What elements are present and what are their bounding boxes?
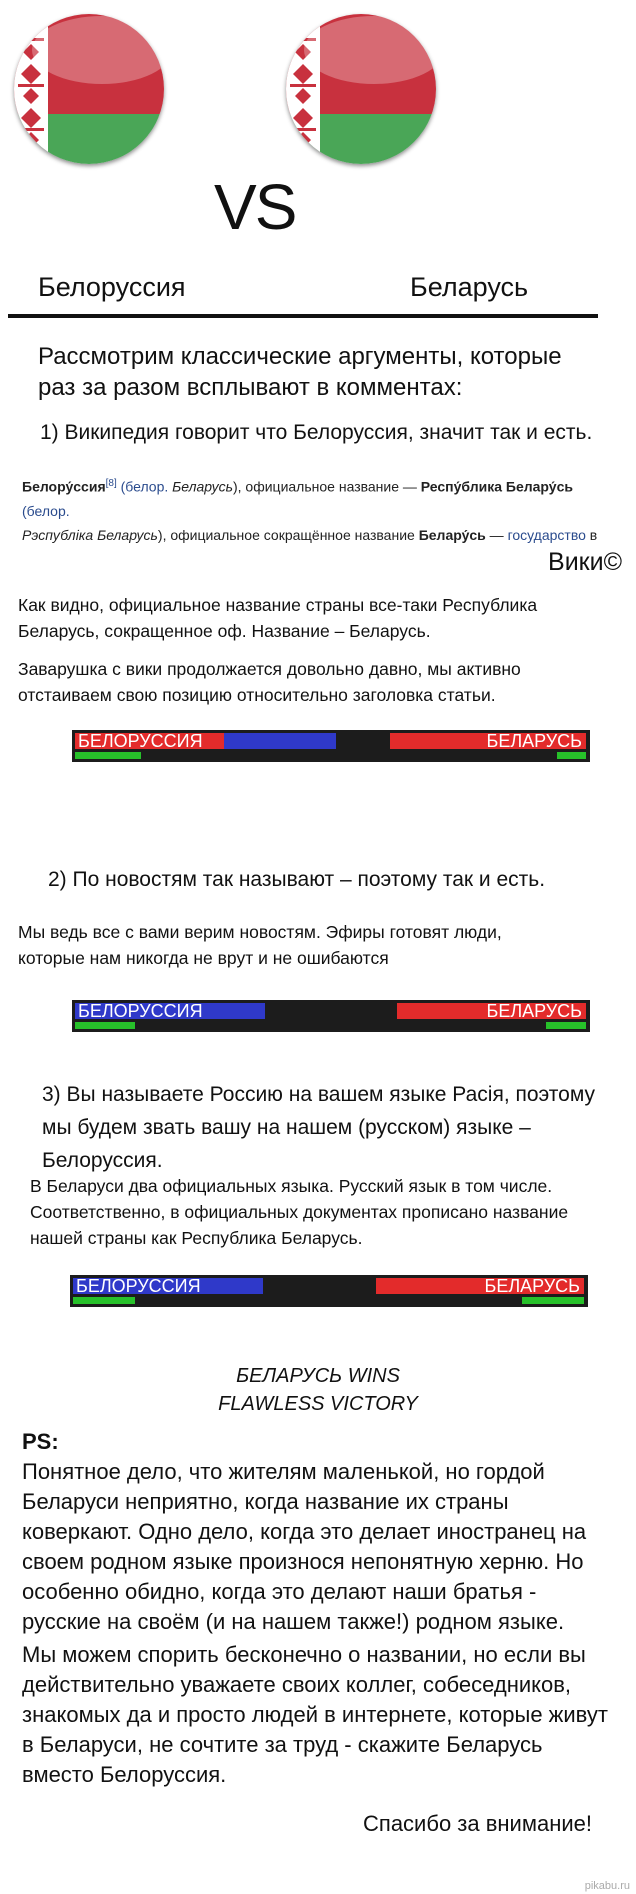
flag-belarus-right (286, 14, 436, 164)
ps-label: PS: (22, 1429, 59, 1454)
wiki-belarusian-name: Беларусь (172, 478, 233, 495)
argument-3-para: В Беларуси два официальных языка. Русский язык в том числе. Соответственно, в официальных документах прописано название нашей страны как Республика Беларусь. (30, 1176, 569, 1248)
ps-para-1: Понятное дело, что жителям маленькой, но гордой Беларуси неприятно, когда название их страны коверкают. Одно дело, когда это делает иностранец на своем родном языке произнося непонятную херню. Но особенно обидно, когда это делают наши братья - русские на своём (и на нашем также!) родном языке. (22, 1459, 587, 1634)
argument-2-para: Мы ведь все с вами верим новостям. Эфиры готовят люди, которые нам никогда не врут и не ошибаются (18, 922, 502, 968)
left-power-bar (75, 1022, 135, 1029)
wiki-tail: в (589, 526, 598, 543)
argument-2-heading: 2) По новостям так называют – поэтому так и есть. (48, 868, 546, 891)
flag-belarus-left (14, 14, 164, 164)
wiki-short-name: Белару́сь (418, 526, 486, 543)
argument-1-para-2: Заварушка с вики продолжается довольно давно, мы активно отстаиваем свою позицию относительно заголовка статьи. (18, 659, 521, 705)
healthbar-left-label: БЕЛОРУССИЯ (78, 1001, 203, 1021)
wiki-lang-link-2[interactable]: (белор. (22, 502, 70, 519)
wiki-excerpt (22, 472, 622, 547)
wiki-line-2 (22, 523, 622, 547)
result-line-2: FLAWLESS VICTORY (218, 1393, 418, 1415)
ps-para-2: Мы можем спорить бесконечно о названии, но если вы действительно уважаете своих коллег, собеседников, знакомых да и просто людей в интернете, которые живут в Беларуси, не сочтите за труд - скажите Беларусь вместо Белоруссия. (22, 1642, 608, 1787)
left-power-bar (75, 752, 141, 759)
healthbar-1 (72, 730, 590, 762)
healthbar-right-label: БЕЛАРУСЬ (484, 1276, 580, 1296)
healthbar-left-label: БЕЛОРУССИЯ (78, 731, 203, 751)
argument-3-heading: 3) Вы называете Россию на вашем языке Расія, поэтому мы будем звать вашу на нашем (русском) языке – Белоруссия. (42, 1083, 596, 1172)
wiki-line-1 (22, 472, 622, 523)
wiki-lang-link[interactable]: (белор. (120, 478, 169, 495)
argument-1-para-1: Как видно, официальное название страны все-таки Республика Беларусь, сокращенное оф. Название – Беларусь. (18, 595, 538, 641)
flag-icon (14, 14, 164, 164)
wiki-dash: — (489, 526, 504, 543)
wiki-mid-text: ), официальное название — (232, 478, 417, 495)
wiki-ref[interactable]: [8] (105, 478, 117, 489)
right-country-label: Беларусь (410, 272, 529, 302)
right-power-bar (557, 752, 586, 759)
healthbar-right-label: БЕЛАРУСЬ (486, 1001, 582, 1021)
right-power-bar (522, 1297, 584, 1304)
left-power-bar (73, 1297, 135, 1304)
wiki-term: Белору́ссия (22, 478, 106, 495)
healthbar-right-label: БЕЛАРУСЬ (486, 731, 582, 751)
argument-1-heading: 1) Википедия говорит что Белоруссия, значит так и есть. (40, 421, 593, 444)
wiki-state-link[interactable]: государство (507, 526, 586, 543)
wiki-belarusian-official: Рэспубліка Беларусь (22, 526, 158, 543)
intro-text: Рассмотрим классические аргументы, которые раз за разом всплывают в комментах: (38, 343, 562, 401)
divider (8, 314, 598, 318)
vs-label: VS (214, 171, 296, 243)
healthbar-3 (70, 1275, 588, 1307)
left-health-damage (224, 733, 336, 749)
result-line-1: БЕЛАРУСЬ WINS (236, 1365, 400, 1387)
watermark: pikabu.ru (584, 1880, 630, 1892)
wiki-source: Вики© (548, 548, 622, 576)
wiki-official-name: Респу́блика Белару́сь (420, 478, 573, 495)
right-power-bar (546, 1022, 586, 1029)
healthbar-2 (72, 1000, 590, 1032)
thanks-text: Спасибо за внимание! (363, 1811, 592, 1836)
healthbar-left-label: БЕЛОРУССИЯ (76, 1276, 201, 1296)
left-country-label: Белоруссия (38, 272, 186, 302)
wiki-mid-text-2: ), официальное сокращённое название (157, 526, 415, 543)
flag-icon (286, 14, 436, 164)
